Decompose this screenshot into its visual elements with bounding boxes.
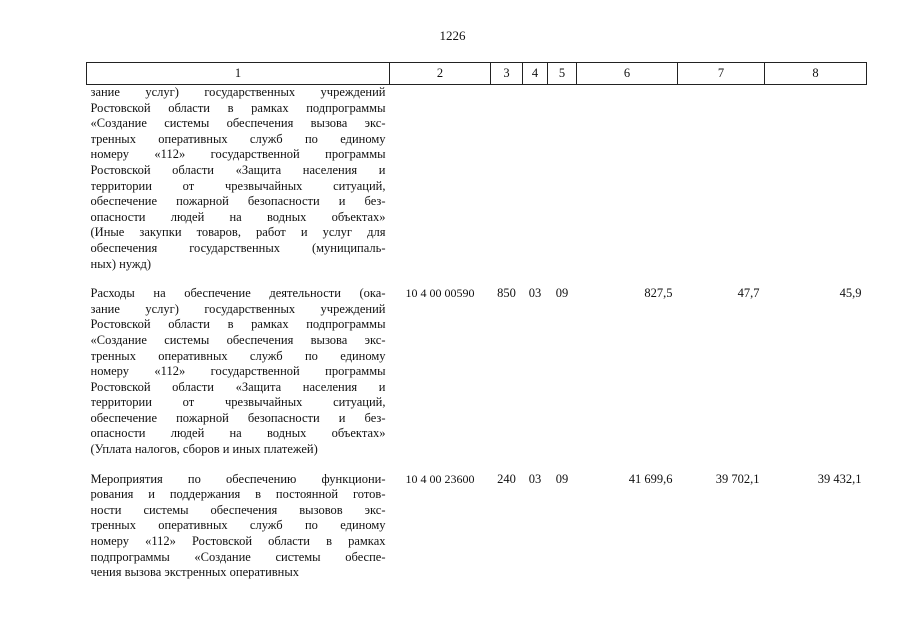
description-line: территории от чрезвычайных ситуаций, xyxy=(90,395,386,410)
description-line: Мероприятия по обеспечению функциони- xyxy=(90,471,386,486)
row-amount-year-3: 45,9 xyxy=(839,286,862,301)
description-line: (Уплата налогов, сборов и иных платежей) xyxy=(90,442,318,457)
column-header-5: 5 xyxy=(548,63,577,85)
description-line: опасности людей на водных объектах» xyxy=(90,209,386,224)
description-line: номеру «112» государственной программы xyxy=(90,364,386,379)
row-amount-year-1 xyxy=(577,85,678,287)
description-line: «Создание системы обеспечения вызова экс- xyxy=(90,116,386,131)
description-line: Расходы на обеспечение деятельности (ока- xyxy=(90,286,386,301)
row-amount-year-1: 827,5 xyxy=(644,286,673,301)
description-line: (Иные закупки товаров, работ и услуг для xyxy=(90,225,386,240)
description-line: тренных оперативных служб по единому xyxy=(90,518,386,533)
description-line: тренных оперативных служб по единому xyxy=(90,131,386,146)
description-line: номеру «112» Ростовской области в рамках xyxy=(90,534,386,549)
table-row xyxy=(87,85,867,287)
row-amount-year-3: 39 432,1 xyxy=(817,471,862,486)
table-row xyxy=(87,472,867,595)
description-line: Ростовской области «Защита населения и xyxy=(90,162,386,177)
description-line: «Создание системы обеспечения вызова экс- xyxy=(90,332,386,347)
row-amount-year-2 xyxy=(678,85,765,287)
row-subsection: 09 xyxy=(555,286,569,301)
row-expense-type: 240 xyxy=(497,471,516,486)
row-target-code: 10 4 00 23600 xyxy=(405,471,475,486)
table-row xyxy=(87,286,867,472)
row-description xyxy=(87,472,390,595)
row-section xyxy=(523,85,548,287)
description-line: территории от чрезвычайных ситуаций, xyxy=(90,178,386,193)
description-line: обеспечение пожарной безопасности и без- xyxy=(90,410,386,425)
row-amount-year-1: 41 699,6 xyxy=(628,471,673,486)
column-header-6: 6 xyxy=(577,63,678,85)
description-line: обеспечение пожарной безопасности и без- xyxy=(90,194,386,209)
row-target-code: 10 4 00 00590 xyxy=(405,286,475,301)
row-description xyxy=(87,85,390,287)
row-description xyxy=(87,286,390,472)
description-line: зание услуг) государственных учреждений xyxy=(90,301,386,316)
column-header-8: 8 xyxy=(765,63,867,85)
description-line: опасности людей на водных объектах» xyxy=(90,426,386,441)
description-line: Ростовской области в рамках подпрограммы xyxy=(90,317,386,332)
budget-table xyxy=(86,62,867,595)
row-target-code xyxy=(390,85,491,287)
description-line: зание услуг) государственных учреждений xyxy=(90,85,386,99)
description-line: чения вызова экстренных оперативных xyxy=(90,565,300,580)
description-line: ности системы обеспечения вызовов экс- xyxy=(90,502,386,517)
column-number-header-row xyxy=(87,63,867,85)
description-line: обеспечения государственных (муниципаль- xyxy=(90,240,386,255)
description-line: Ростовской области в рамках подпрограммы xyxy=(90,100,386,115)
description-line: подпрограммы «Создание системы обеспе- xyxy=(90,549,386,564)
description-line: рования и поддержания в постоянной готов- xyxy=(90,487,386,502)
description-line: Ростовской области «Защита населения и xyxy=(90,379,386,394)
description-line: номеру «112» государственной программы xyxy=(90,147,386,162)
column-header-4: 4 xyxy=(523,63,548,85)
row-amount-year-3 xyxy=(765,85,867,287)
description-line: тренных оперативных служб по единому xyxy=(90,348,386,363)
row-section: 03 xyxy=(528,286,542,301)
row-amount-year-2: 47,7 xyxy=(737,286,760,301)
column-header-3: 3 xyxy=(491,63,523,85)
column-header-7: 7 xyxy=(678,63,765,85)
column-header-1: 1 xyxy=(87,63,390,85)
row-subsection xyxy=(548,85,577,287)
table-body xyxy=(87,85,867,595)
row-expense-type: 850 xyxy=(497,286,516,301)
row-amount-year-2: 39 702,1 xyxy=(715,471,760,486)
row-expense-type xyxy=(491,85,523,287)
description-line: ных) нужд) xyxy=(90,256,152,271)
column-header-2: 2 xyxy=(390,63,491,85)
row-section: 03 xyxy=(528,471,542,486)
row-subsection: 09 xyxy=(555,471,569,486)
page-number: 1226 xyxy=(439,28,466,43)
